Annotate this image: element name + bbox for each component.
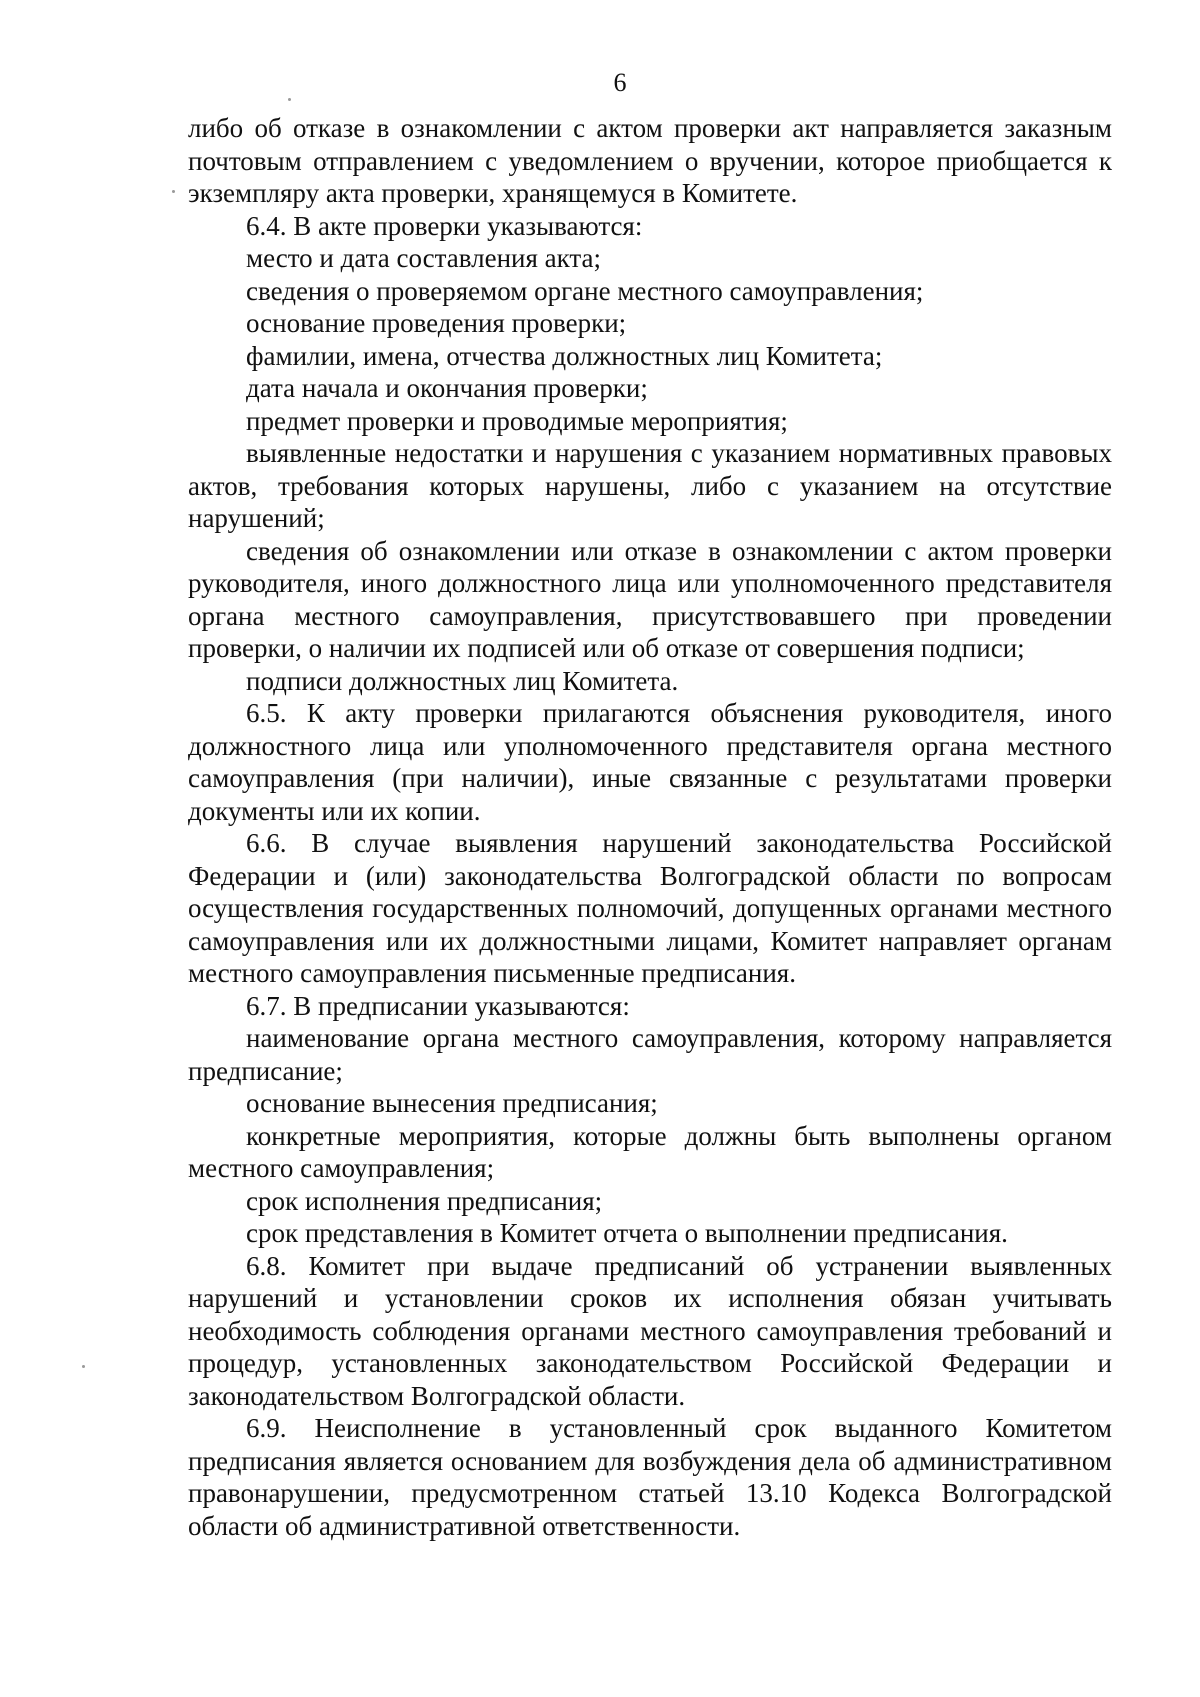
section-6-7-heading: 6.7. В предписании указываются: xyxy=(246,990,630,1021)
scan-speck xyxy=(172,190,175,193)
section-6-6: 6.6. В случае выявления нарушений законодательства Российской Федерации и (или) законодательства Волгоградской области по вопросам осуществления государственных полномочий, допущенных органами местного самоуправления или их должностными лицами, Комитет направляет органам местного самоуправления письменные предписания. xyxy=(188,828,1112,988)
list-item: срок представления в Комитет отчета о выполнении предписания. xyxy=(246,1218,1008,1248)
document-body xyxy=(188,112,1112,1542)
list-item: дата начала и окончания проверки; xyxy=(246,373,648,403)
section-6-8: 6.8. Комитет при выдаче предписаний об устранении выявленных нарушений и установлении сроков их исполнения обязан учитывать необходимость соблюдения органами местного самоуправления требований и процедур, установленных законодательством Российской Федерации и законодательством Волгоградской области. xyxy=(188,1250,1112,1411)
section-6-5: 6.5. К акту проверки прилагаются объяснения руководителя, иного должностного лица или уполномоченного представителя органа местного самоуправления (при наличии), иные связанные с результатами проверки документы или их копии. xyxy=(188,698,1112,826)
list-item: конкретные мероприятия, которые должны быть выполнены органом местного самоуправления; xyxy=(188,1120,1112,1183)
list-item: подписи должностных лиц Комитета. xyxy=(246,665,679,696)
section-6-4-heading: 6.4. В акте проверки указываются: xyxy=(246,210,643,241)
list-item: наименование органа местного самоуправления, которому направляется предписание; xyxy=(188,1023,1112,1086)
list-item: сведения о проверяемом органе местного самоуправления; xyxy=(246,275,924,306)
list-item: сведения об ознакомлении или отказе в ознакомлении с актом проверки руководителя, иного должностного лица или уполномоченного представителя органа местного самоуправления, присутствовавшего при проведении проверки, о наличии их подписей или об отказе от совершения подписи; xyxy=(188,535,1112,663)
paragraph-continuation: либо об отказе в ознакомлении с актом проверки акт направляется заказным почтовым отправлением с уведомлением о вручении, которое приобщается к экземпляру акта проверки, хранящемуся в Комитете. xyxy=(188,113,1112,208)
page-number: 6 xyxy=(613,68,627,97)
section-6-9: 6.9. Неисполнение в установленный срок выданного Комитетом предписания является основанием для возбуждения дела об административном правонарушении, предусмотренном статьей 13.10 Кодекса Волгоградской области об административной ответственности. xyxy=(188,1413,1112,1541)
list-item: основание вынесения предписания; xyxy=(246,1088,658,1118)
list-item: место и дата составления акта; xyxy=(246,243,602,273)
list-item: срок исполнения предписания; xyxy=(246,1185,603,1216)
scan-speck xyxy=(82,1365,85,1368)
list-item: основание проведения проверки; xyxy=(246,308,627,338)
scan-speck xyxy=(288,98,291,101)
list-item: предмет проверки и проводимые мероприятия; xyxy=(246,405,788,436)
list-item: выявленные недостатки и нарушения с указанием нормативных правовых актов, требования которых нарушены, либо с указанием на отсутствие нарушений; xyxy=(188,438,1112,533)
list-item: фамилии, имена, отчества должностных лиц Комитета; xyxy=(246,340,883,371)
